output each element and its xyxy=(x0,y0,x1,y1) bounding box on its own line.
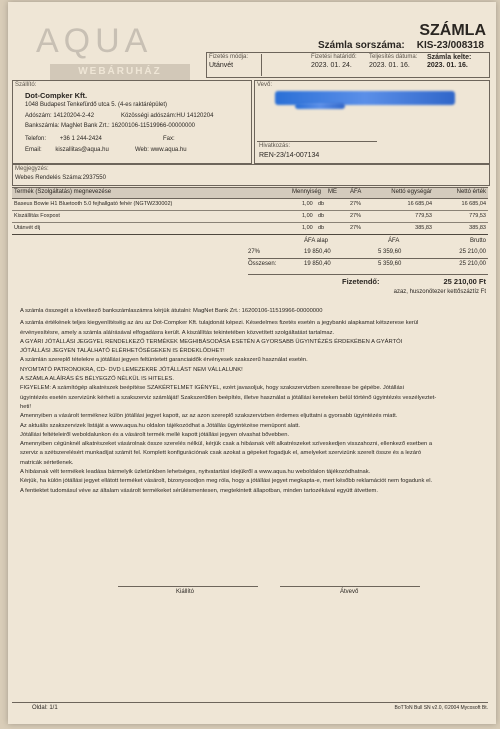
note-line: FIGYELEM: A számítógép alkatrészek beépítése SZAKÉRTELMET IGÉNYEL, ezért javasoljuk, hogy szakszervizben szereltesse be gépébe. Jótállási xyxy=(20,385,404,392)
item-quantity: 1,00 xyxy=(302,213,313,219)
payable-label: Fizetendő: xyxy=(342,277,380,286)
serial-label: Számla sorszáma: xyxy=(318,40,405,51)
issue-date-label: Számla kelte: xyxy=(427,54,472,61)
rate-base: 19 850,40 xyxy=(304,249,331,255)
note-line: A hibásnak vélt termékek leadása bármelyik üzletünkben lehetséges, nyitvatartási idejükről a www.aqua.hu weboldalon tájékozódhatnak. xyxy=(20,469,371,476)
item-unit-price: 779,53 xyxy=(415,213,432,219)
col-net-unit-price: Nettó egységár xyxy=(391,189,432,195)
note-line: Jótállási feltételeiről weboldalunkon és a vásárolt termék mellé kapott jótállási jegyen olvashat bővebben. xyxy=(20,431,290,438)
item-net-value: 385,83 xyxy=(469,225,486,231)
totals-col-vat: ÁFA xyxy=(388,238,400,244)
item-name: Baseus Bowie H1 Bluetooth 5.0 fejhallgató fehér (NGTW230002) xyxy=(14,201,173,207)
col-net-value: Nettó érték xyxy=(456,189,486,195)
payable-value: 25 210,00 Ft xyxy=(443,277,486,286)
reference-value: REN-23/14-007134 xyxy=(259,152,320,159)
note-line: A számla összegét a következő bankszámlaszámra kérjük átutalni: MagNet Bank Zrt.: 16200106-11519966-00000000 xyxy=(20,308,323,314)
bank-label: Bankszámla: xyxy=(25,123,60,129)
note-line: A SZÁMLA ALÁÍRÁS ÉS BÉLYEGZŐ NÉLKÜL IS HITELES. xyxy=(20,376,174,383)
sum-base: 19 850,40 xyxy=(304,261,331,267)
item-quantity: 1,00 xyxy=(302,225,313,231)
col-unit: ME xyxy=(328,189,337,195)
note-line: JÓTÁLLÁSI JEGYEN TALÁLHATÓ ELÉRHETŐSÉGEKEN IS ÉRDEKLŐDHET! xyxy=(20,348,225,355)
remarks-box xyxy=(12,164,490,186)
buyer-redacted-line xyxy=(295,103,345,109)
fulfilment-date-label: Teljesítés dátuma: xyxy=(369,54,418,60)
item-name: Utánvét díj xyxy=(14,225,41,231)
phone-label: Telefon: xyxy=(25,136,47,142)
remarks-label: Megjegyzés: xyxy=(15,166,49,172)
bank-value: MagNet Bank Zrt.: 16200106-11519966-00000000 xyxy=(61,123,196,129)
page-number: Oldal: 1/1 xyxy=(32,705,58,711)
due-date-value: 2023. 01. 24. xyxy=(311,62,352,69)
note-line: NYOMTATÓ PATRONOKRA, CD- DVD LEMEZEKRE JÓTÁLLÁST NEM VÁLLALUNK! xyxy=(20,366,243,373)
item-vat: 27% xyxy=(350,225,362,231)
item-unit: db xyxy=(318,225,325,231)
eu-tax-label: Közösségi adószám: xyxy=(121,113,177,119)
note-line: A GYÁRI JÓTÁLLÁSI JEGGYEL RENDELKEZŐ TERMÉKEK MEGHIBÁSODÁSA ESETÉN A GYORSABB ÜGYINTÉZÉS ÉRDEKÉBEN A GYÁRTÓI xyxy=(20,338,403,345)
email-label: Email: xyxy=(25,147,42,153)
item-net-value: 779,53 xyxy=(469,213,486,219)
due-date-label: Fizetési határidő: xyxy=(311,54,357,60)
totals-col-gross: Brutto xyxy=(469,238,486,244)
note-line: Kérjük, ha külön jótállási jegyet ellátott terméket vásárolt, bizonyosodjon meg róla, hogy a jótállási jegyet megkapta-e, mert később reklamációt nem fogadunk el. xyxy=(20,478,433,485)
eu-tax-value: HU 14120204 xyxy=(176,113,214,119)
issue-date-value: 2023. 01. 16. xyxy=(427,62,468,69)
table-row xyxy=(12,223,488,235)
note-line: Amennyiben a vásárolt terméknez külön jótállási jegyet kapott, az az azon szereplő szakszervizben érdemes eljuttatni a gyorsabb ügyintézés miatt. xyxy=(20,413,398,420)
payment-method-value: Utánvét xyxy=(209,62,234,69)
payment-method-label: Fizetés módja: xyxy=(209,54,249,60)
items-header xyxy=(12,187,488,199)
item-quantity: 1,00 xyxy=(302,201,313,207)
note-line: Amennyiben cégünknél alkatrészeket vásárolnak össze szerelés nélkül, kérjük csak a hibásnak vélt alkatrészeket szíveskedjen visszahozni, ellenkező esetben a xyxy=(20,441,433,448)
item-net-value: 16 685,04 xyxy=(461,201,486,207)
tax-label: Adószám: xyxy=(25,113,52,119)
signature-line-left xyxy=(118,586,258,587)
seller-name: Dot-Compker Kft. xyxy=(25,91,88,100)
items-table xyxy=(12,187,488,235)
sum-label: Összesen: xyxy=(248,261,277,267)
note-line: A számlán szereplő tételekre a jótállási jegyen feltüntetett garanciaidők érvényesek szakszerű használat esetén. xyxy=(20,357,308,364)
item-unit: db xyxy=(318,201,325,207)
col-quantity: Mennyiség xyxy=(292,189,322,195)
seller-label: Szállító: xyxy=(15,82,37,88)
remarks-value: Webes Rendelés Száma:2937550 xyxy=(15,175,106,181)
note-line: szerviz a szétszerelésért munkadíjat számít fel. Komplett konfigurációnak csak azokat a gépeket fogadjuk el, amelyeket szervizünk szerelt össze és a lezáró xyxy=(20,450,422,457)
totals-col-base: ÁFA alap xyxy=(304,238,329,244)
sum-gross: 25 210,00 xyxy=(459,261,486,267)
sum-vat: 5 359,60 xyxy=(378,261,402,267)
note-line: matricák sértetlenek. xyxy=(20,459,74,466)
buyer-box xyxy=(254,80,490,164)
note-line: Az aktuális szakszervizek listáját a www.aqua.hu oldalon tájékozódhat a Jótállás ügyintézése menüpont alatt. xyxy=(20,422,301,429)
item-vat: 27% xyxy=(350,213,362,219)
note-line: heti! xyxy=(20,403,31,410)
item-unit: db xyxy=(318,213,325,219)
table-row xyxy=(12,211,488,223)
phone-value: +36 1 244-2424 xyxy=(59,136,102,142)
fax-label: Fax: xyxy=(163,136,175,142)
item-name: Kiszállítás Foxpost xyxy=(14,213,60,219)
fulfilment-date-value: 2023. 01. 16. xyxy=(369,62,410,69)
invoice-page xyxy=(8,2,496,724)
web-value: www.aqua.hu xyxy=(150,147,187,153)
amount-in-words: azaz, huszonötezer kettőszáztíz Ft xyxy=(393,289,486,295)
table-row xyxy=(12,199,488,211)
totals-table xyxy=(248,238,488,274)
software-credit: BoTToN Bull SN v2.0, ©2004 Mycosoft Bt. xyxy=(394,705,488,711)
note-line: érvényesítésre, amely a számla aláírásával elfogadásra került. A kiszállítás tekintetében közvetített szolgáltatást tartalmaz. xyxy=(20,329,335,336)
signature-line-right xyxy=(280,586,420,587)
serial-value: KIS-23/008318 xyxy=(416,40,484,51)
logo-subtitle: WEBÁRUHÁZ xyxy=(50,64,190,80)
dates-box xyxy=(206,52,490,78)
document-title: SZÁMLA xyxy=(419,22,486,39)
col-product: Termék (Szolgáltatás) megnevezése xyxy=(14,189,112,195)
rate-vat: 5 359,60 xyxy=(378,249,402,255)
terms-notes xyxy=(20,300,486,496)
note-line: ügyintézés esetén szervizünk kérheti a szakszerviz számláját! Szakszerűtlen beépítés, illetve használat a jótállási kereteken belül történő ügyintézés veszélyeztet- xyxy=(20,394,437,401)
signature-issuer-label: Kiállító xyxy=(176,589,195,595)
company-logo: AQUA xyxy=(36,22,153,60)
col-vat: ÁFA xyxy=(350,189,362,195)
item-unit-price: 385,83 xyxy=(415,225,432,231)
item-unit-price: 16 685,04 xyxy=(407,201,432,207)
tax-value: 14120204-2-42 xyxy=(53,113,95,119)
email-value: kiszallitas@aqua.hu xyxy=(55,147,109,153)
note-line: A fentiektet tudomásul véve az általam vásárolt termékeket sérülésmentesen, megtekintett állapotban, minden tartozékával együtt átvettem. xyxy=(20,487,378,494)
reference-label: Hivatkozás: xyxy=(259,143,291,149)
item-vat: 27% xyxy=(350,201,362,207)
seller-box xyxy=(12,80,252,164)
web-label: Web: xyxy=(135,147,149,153)
signature-receiver-label: Átvevő xyxy=(340,589,359,595)
totals-rate: 27% xyxy=(248,249,261,255)
rate-gross: 25 210,00 xyxy=(459,249,486,255)
note-line: A számla értékének teljes kiegyenlítéséig az áru az Dot-Compker Kft. tulajdonát képezi. Késedelmes fizetés esetén a jegybanki alapkamat kétszerese kerül xyxy=(20,320,419,327)
buyer-label: Vevő: xyxy=(257,82,273,88)
seller-address: 1048 Budapest Tenkefürdő utca 5. (4-es raktárépület) xyxy=(25,102,167,108)
